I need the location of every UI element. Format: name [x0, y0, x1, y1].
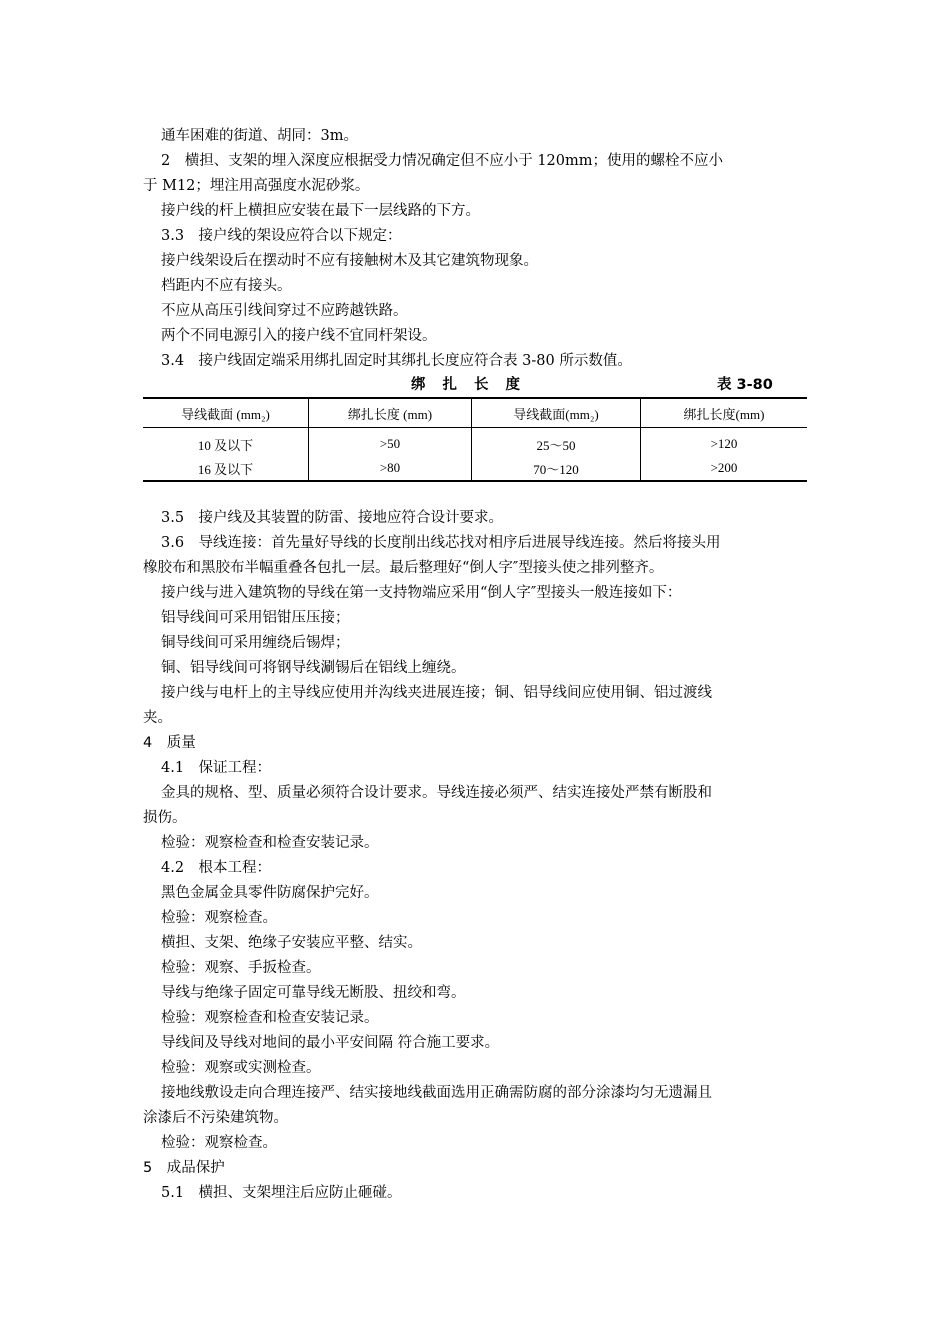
table-row — [143, 428, 807, 457]
table-cell: >50 — [309, 428, 472, 457]
table-caption — [143, 374, 807, 396]
text-line: 不应从高压引线间穿过不应跨越铁路。 — [161, 303, 408, 319]
text-line: 检验：观察检查。 — [161, 910, 277, 926]
header-cell: 导线截面(mm₂) — [472, 398, 641, 428]
text-line: 检验：观察或实测检查。 — [161, 1060, 321, 1076]
text-line: 检验：观察检查和检查安装记录。 — [161, 1010, 379, 1026]
table-title: 绑扎长度 — [411, 377, 537, 393]
text-line: 两个不同电源引入的接户线不宜同杆架设。 — [161, 328, 437, 344]
text-line: 铝导线间可采用铝钳压压接； — [161, 610, 350, 626]
table-cell: >120 — [641, 428, 808, 457]
table-cell: >80 — [309, 456, 472, 481]
text-line: 3.6 导线连接：首先量好导线的长度削出线芯找对相序后进展导线连接。然后将接头用 — [161, 535, 721, 551]
table-cell: 70～120 — [472, 456, 641, 481]
text-line: 橡胶布和黑胶布半幅重叠各包扎一层。最后整理好“倒人字″型接头使之排列整齐。 — [143, 560, 664, 576]
text-line: 接户线的杆上横担应安装在最下一层线路的下方。 — [161, 203, 480, 219]
text-line: 4.2 根本工程： — [161, 860, 272, 876]
document-page — [143, 124, 807, 1206]
text-line: 2 横担、支架的埋入深度应根据受力情况确定但不应小于 120mm；使用的螺栓不应小 — [161, 153, 724, 169]
text-line: 5.1 横担、支架埋注后应防止砸碰。 — [161, 1185, 402, 1201]
header-cell: 导线截面 (mm₂) — [181, 406, 270, 422]
text-line: 接户线与进入建筑物的导线在第一支持物端应采用“倒人字″型接头一般连接如下： — [161, 585, 682, 601]
text-line: 铜导线间可采用缠绕后锡焊； — [161, 635, 350, 651]
table-number: 表 3-80 — [717, 377, 773, 393]
text-line: 检验：观察检查。 — [161, 1135, 277, 1151]
section-3-paragraphs — [143, 124, 807, 374]
table-cell: >200 — [641, 456, 808, 481]
binding-length-table — [143, 397, 807, 482]
header-cell: 绑扎长度(mm) — [641, 398, 808, 428]
text-line: 导线与绝缘子固定可靠导线无断股、扭绞和弯。 — [161, 985, 466, 1001]
text-line: 于 M12；埋注用高强度水泥砂浆。 — [143, 178, 370, 194]
section-heading: 5 成品保护 — [143, 1160, 225, 1176]
table-cell: 10 及以下 — [197, 437, 254, 453]
text-line: 3.4 接户线固定端采用绑扎固定时其绑扎长度应符合表 3-80 所示数值。 — [161, 353, 632, 369]
text-line: 检验：观察、手扳检查。 — [161, 960, 321, 976]
text-line: 接户线与电杆上的主导线应使用并沟线夹进展连接；铜、铝导线间应使用铜、铝过渡线 — [161, 685, 712, 701]
text-line: 接地线敷设走向合理连接严、结实接地线截面选用正确需防腐的部分涂漆均匀无遗漏且 — [161, 1085, 712, 1101]
text-line: 涂漆后不污染建筑物。 — [143, 1110, 288, 1126]
text-line: 横担、支架、绝缘子安装应平整、结实。 — [161, 935, 422, 951]
header-cell: 绑扎长度 (mm) — [309, 398, 472, 428]
text-line: 铜、铝导线间可将钢导线涮锡后在铝线上缠绕。 — [161, 660, 466, 676]
table-header-row — [143, 398, 807, 428]
text-line: 档距内不应有接头。 — [161, 278, 292, 294]
text-line: 4.1 保证工程： — [161, 760, 272, 776]
table-cell: 16 及以下 — [197, 461, 254, 477]
text-line: 3.3 接户线的架设应符合以下规定： — [161, 228, 402, 244]
text-line: 黑色金属金具零件防腐保护完好。 — [161, 885, 379, 901]
table-spacer — [143, 482, 807, 506]
section-heading: 4 质量 — [143, 735, 196, 751]
text-line: 检验：观察检查和检查安装记录。 — [161, 835, 379, 851]
text-line: 金具的规格、型、质量必须符合设计要求。导线连接必须严、结实连接处严禁有断股和 — [161, 785, 712, 801]
table-row — [143, 456, 807, 481]
section-3-5-to-5-paragraphs — [143, 506, 807, 1206]
text-line: 损伤。 — [143, 810, 187, 826]
text-line: 3.5 接户线及其装置的防雷、接地应符合设计要求。 — [161, 510, 504, 526]
text-line: 接户线架设后在摆动时不应有接触树木及其它建筑物现象。 — [161, 253, 538, 269]
text-line: 导线间及导线对地间的最小平安间隔 符合施工要求。 — [161, 1035, 500, 1051]
table-cell: 25～50 — [472, 428, 641, 457]
text-line: 夹。 — [143, 710, 172, 726]
text-line: 通车困难的街道、胡同：3m。 — [161, 128, 358, 144]
